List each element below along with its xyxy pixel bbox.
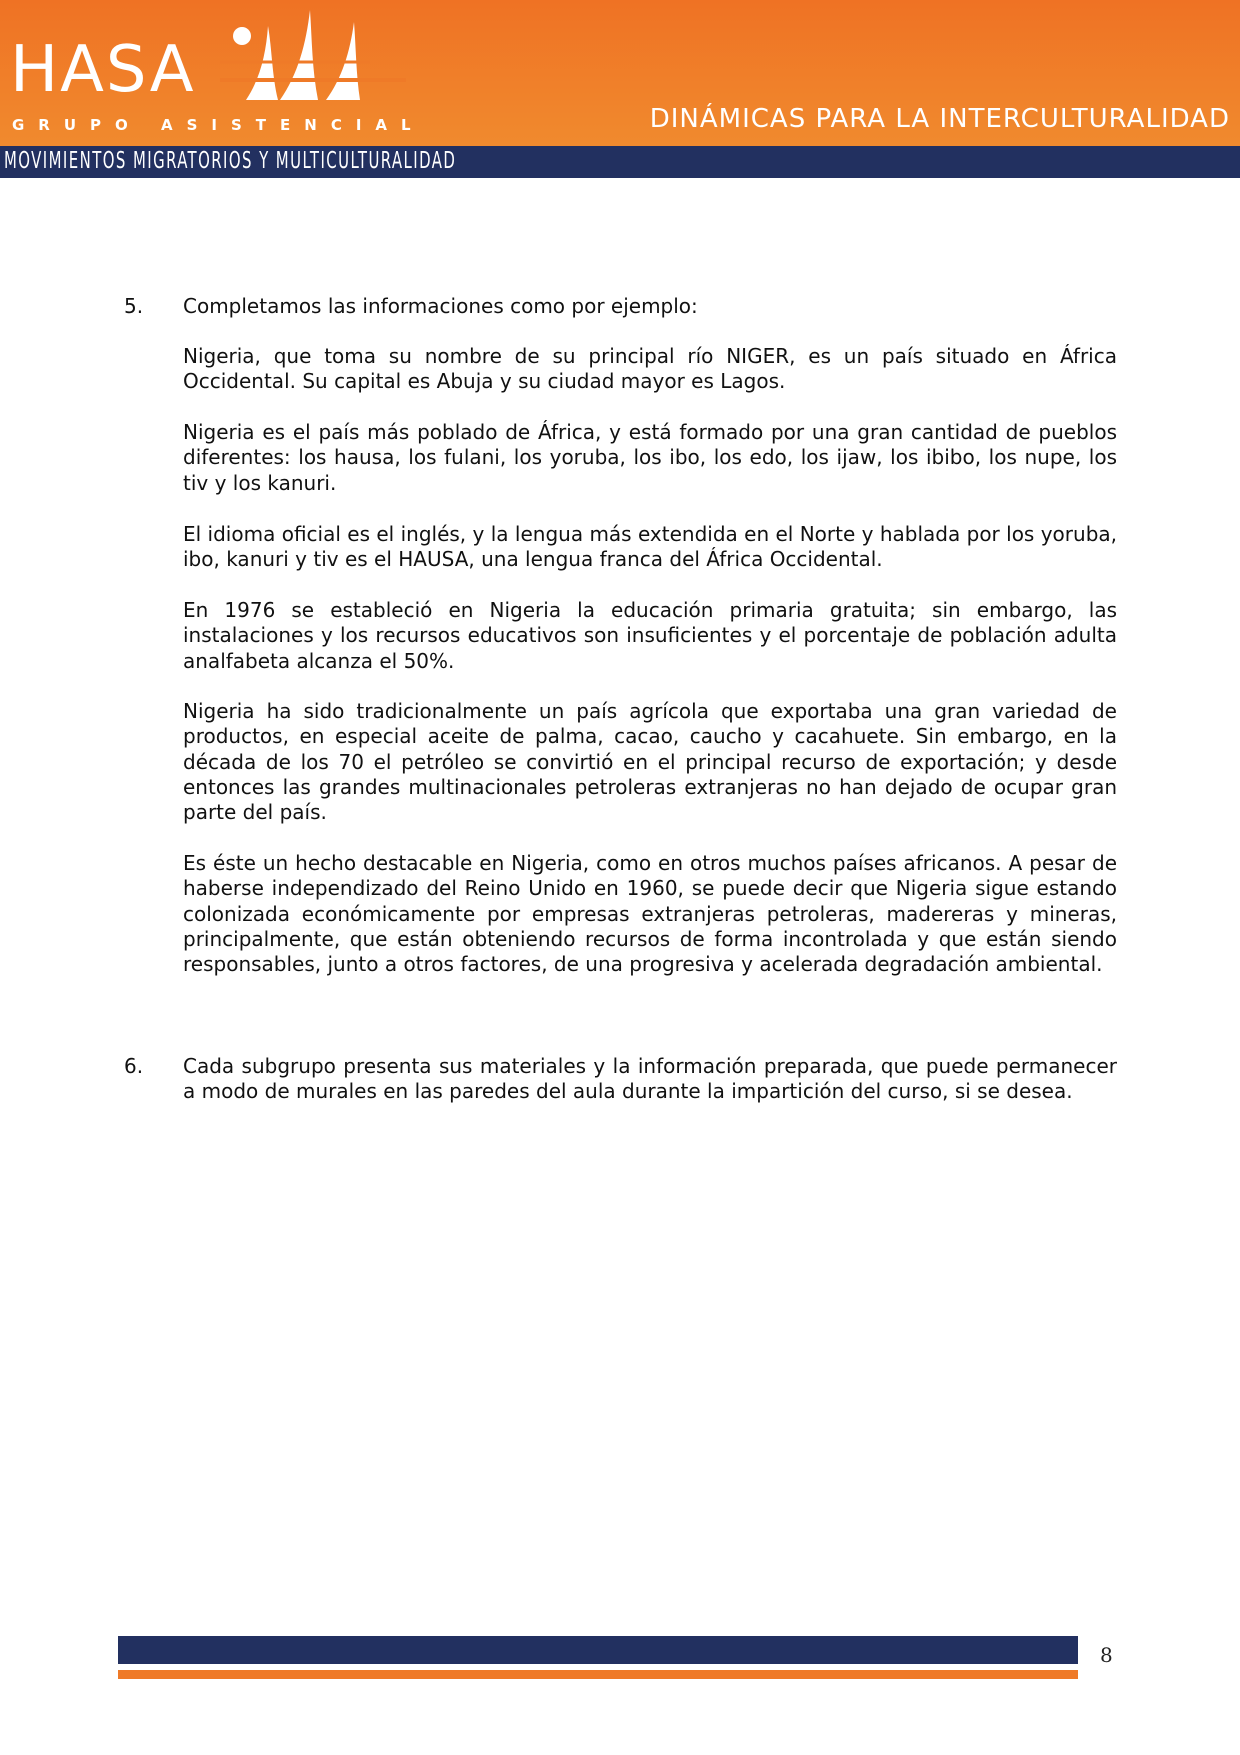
- logo-wordmark: HASA: [10, 33, 196, 107]
- footer-accent-line: [118, 1670, 1078, 1679]
- paragraph: Nigeria, que toma su nombre de su principal río NIGER, es un país situado en África Occidental. Su capital es Abuja y su ciudad mayor es Lagos.: [183, 344, 1117, 394]
- section-title: MOVIMIENTOS MIGRATORIOS Y MULTICULTURALIDAD: [4, 148, 457, 174]
- item-lead: Completamos las informaciones como por ejemplo:: [183, 294, 698, 318]
- paragraph: En 1976 se estableció en Nigeria la educación primaria gratuita; sin embargo, las instalaciones y los recursos educativos son insuficientes y el porcentaje de población adulta analfabeta alcanza el 50%.: [183, 598, 1117, 673]
- subheader-band: [0, 146, 1240, 178]
- item-number: 5.: [124, 294, 144, 318]
- footer-bar: [118, 1636, 1078, 1664]
- paragraph: Nigeria es el país más poblado de África, y está formado por una gran cantidad de pueblos diferentes: los hausa, los fulani, los yoruba, los ibo, los edo, los ijaw, los ibibo, los nupe, los tiv y los kanuri.: [183, 420, 1117, 495]
- paragraph: Es éste un hecho destacable en Nigeria, como en otros muchos países africanos. A pesar de haberse independizado del Reino Unido en 1960, se puede decir que Nigeria sigue estando colonizada económicamente por empresas extranjeras petroleras, madereras y mineras, principalmente, que están obteniendo recursos de forma incontrolada y que están siendo responsables, junto a otros factores, de una progresiva y acelerada degradación ambiental.: [183, 851, 1117, 977]
- document-title: DINÁMICAS PARA LA INTERCULTURALIDAD: [649, 104, 1230, 134]
- logo-subtitle: GRUPO ASISTENCIAL: [12, 116, 425, 134]
- header-band: [0, 0, 1240, 146]
- page-number: 8: [1100, 1643, 1113, 1667]
- item-lead: Cada subgrupo presenta sus materiales y la información preparada, que puede permanecer a modo de murales en las paredes del aula durante la impartición del curso, si se desea.: [183, 1054, 1117, 1104]
- item-number: 6.: [124, 1054, 144, 1078]
- sailboats-logo-icon: [220, 4, 410, 104]
- paragraph: Nigeria ha sido tradicionalmente un país agrícola que exportaba una gran variedad de productos, en especial aceite de palma, cacao, caucho y cacahuete. Sin embargo, en la década de los 70 el petróleo se convirtió en el principal recurso de exportación; y desde entonces las grandes multinacionales petroleras extranjeras no han dejado de ocupar gran parte del país.: [183, 699, 1117, 825]
- paragraph: El idioma oficial es el inglés, y la lengua más extendida en el Norte y hablada por los yoruba, ibo, kanuri y tiv es el HAUSA, una lengua franca del África Occidental.: [183, 522, 1117, 572]
